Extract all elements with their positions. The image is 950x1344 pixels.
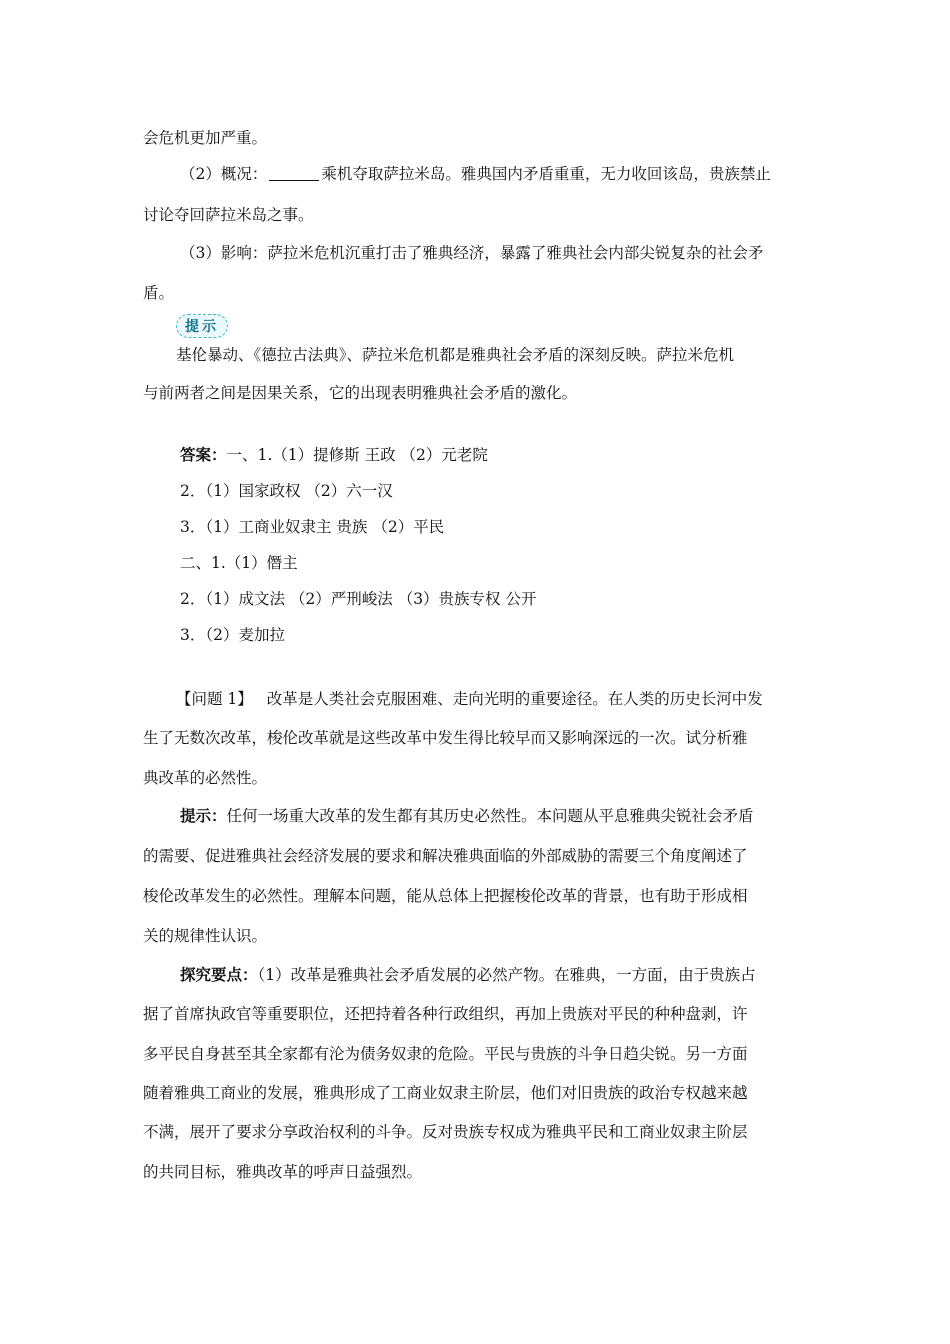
paragraph-line: 会危机更加严重。 — [143, 129, 268, 147]
key-points-line: 多平民自身甚至其全家都有沦为债务奴隶的危险。平民与贵族的斗争日趋尖锐。另一方面 — [143, 1045, 748, 1063]
key-points-line: 不满，展开了要求分享政治权利的斗争。反对贵族专权成为雅典平民和工商业奴隶主阶层 — [143, 1123, 748, 1141]
key-points-label: 探究要点： — [180, 965, 258, 984]
answers-line: 2．（1）国家政权 （2）六一汉 — [180, 482, 393, 500]
fill-in-blank — [269, 164, 319, 181]
paragraph-line: 讨论夺回萨拉米岛之事。 — [143, 206, 314, 224]
impact-line: （3）影响：萨拉米危机沉重打击了雅典经济，暴露了雅典社会内部尖锐复杂的社会矛 — [180, 244, 764, 262]
answers-line: 3．（1）工商业奴隶主 贵族 （2）平民 — [180, 518, 445, 536]
question-text: 改革是人类社会克服困难、走向光明的重要途径。在人类的历史长河中发 — [266, 690, 763, 708]
answers-line: 3．（2）麦加拉 — [180, 626, 285, 644]
paragraph-line: 盾。 — [143, 284, 175, 302]
answers-line — [180, 445, 488, 465]
key-points-line: 的共同目标，雅典改革的呼声日益强烈。 — [143, 1163, 423, 1181]
tip-line: 梭伦改革发生的必然性。理解本问题，能从总体上把握梭伦改革的背景，也有助于形成相 — [143, 887, 748, 905]
question-line: 生了无数次改革，梭伦改革就是这些改革中发生得比较早而又影响深远的一次。试分析雅 — [143, 729, 748, 747]
answers-label: 答案： — [180, 445, 227, 464]
key-points-line — [180, 965, 756, 985]
overview-line — [180, 164, 771, 184]
tip-line — [180, 806, 754, 826]
answers-line: 2．（1）成文法 （2）严刑峻法 （3）贵族专权 公开 — [180, 590, 537, 608]
key-points-line: 随着雅典工商业的发展，雅典形成了工商业奴隶主阶层，他们对旧贵族的政治专权越来越 — [143, 1084, 748, 1102]
question-line: 典改革的必然性。 — [143, 769, 268, 787]
question-line — [176, 689, 763, 709]
key-points-line: 据了首席执政官等重要职位，还把持着各种行政组织，再加上贵族对平民的种种盘剥，许 — [143, 1005, 748, 1023]
question-label: 【问题 1】 — [176, 690, 253, 708]
hint-line: 与前两者之间是因果关系，它的出现表明雅典社会矛盾的激化。 — [143, 384, 578, 402]
key-points-text: （1）改革是雅典社会矛盾发展的必然产物。在雅典，一方面，由于贵族占 — [257, 966, 756, 984]
tip-line: 关的规律性认识。 — [143, 927, 268, 945]
answers-line: 二、1.（1）僭主 — [180, 554, 298, 572]
overview-suffix: 乘机夺取萨拉米岛。雅典国内矛盾重重，无力收回该岛，贵族禁止 — [321, 165, 771, 183]
tip-label: 提示： — [180, 806, 227, 825]
overview-prefix: （2）概况： — [180, 165, 268, 183]
hint-line: 基伦暴动、《德拉古法典》、萨拉米危机都是雅典社会矛盾的深刻反映。萨拉米危机 — [176, 346, 735, 364]
tip-text: 任何一场重大改革的发生都有其历史必然性。本问题从平息雅典尖锐社会矛盾 — [226, 807, 754, 825]
tip-line: 的需要、促进雅典社会经济发展的要求和解决雅典面临的外部威胁的需要三个角度阐述了 — [143, 847, 748, 865]
answers-text: 一、1.（1）提修斯 王政 （2）元老院 — [226, 446, 488, 464]
hint-badge: 提示 — [176, 314, 228, 338]
